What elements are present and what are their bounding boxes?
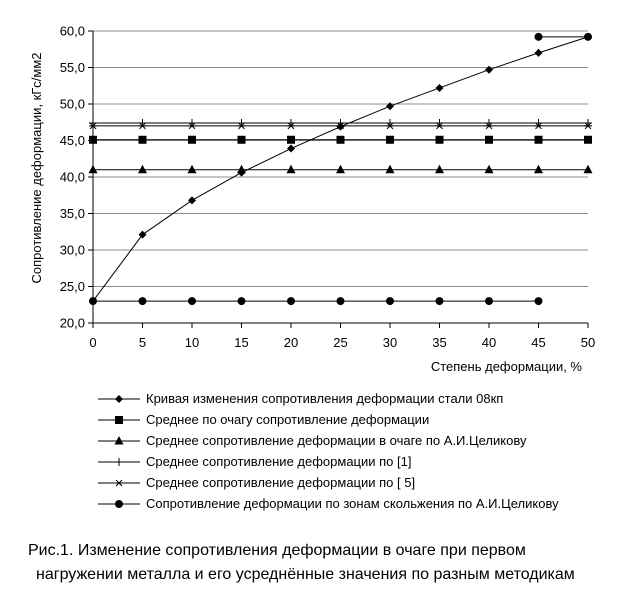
data-point [287,165,296,174]
data-point [485,165,494,174]
y-axis-label: Сопротивление деформации, кГс/мм2 [29,52,44,284]
y-tick-label: 55,0 [59,60,85,75]
data-point [337,136,345,144]
x-tick-label: 25 [333,335,348,350]
data-point [337,297,345,305]
legend-entry [98,472,638,493]
x-tick-label: 35 [432,335,447,350]
data-point [287,145,295,153]
legend [98,388,638,514]
x-tick-label: 0 [89,335,97,350]
legend-label: Среднее сопротивление деформации в очаге по А.И.Целикову [146,433,527,448]
y-tick-label: 25,0 [59,279,85,294]
series-3 [89,165,593,174]
axes [88,31,588,328]
data-point [139,136,147,144]
legend-entry [98,493,638,514]
legend-swatch [98,392,140,406]
legend-swatch [98,413,140,427]
legend-entry [98,430,638,451]
data-point [237,165,246,174]
data-point [115,500,123,508]
legend-label: Среднее сопротивление деформации по [1] [146,454,412,469]
data-point [436,297,444,305]
data-point [485,297,493,305]
x-tick-label: 5 [138,335,147,350]
legend-swatch [98,476,140,490]
series-2 [89,136,592,144]
legend-entry [98,388,638,409]
data-point [386,165,395,174]
data-point [188,136,196,144]
data-point [584,165,593,174]
legend-entry [98,409,638,430]
legend-label: Сопротивление деформации по зонам скольжения по А.И.Целикову [146,496,559,511]
data-point [386,297,394,305]
y-tick-label: 60,0 [59,23,85,39]
x-tick-label: 45 [531,335,546,350]
x-tick-label: 50 [580,335,596,350]
data-point [485,66,493,74]
legend-swatch [98,434,140,448]
caption-line-2: нагружении металла и его усреднённые значения по разным методикам [36,566,575,583]
x-tick-label: 15 [234,335,249,350]
data-point [386,136,394,144]
figure-caption [28,539,638,587]
data-point [287,297,295,305]
data-point [336,165,345,174]
legend-swatch [98,497,140,511]
data-point [534,165,543,174]
y-tick-label: 35,0 [59,206,85,221]
data-point [115,395,123,403]
x-tick-label: 20 [283,335,299,350]
data-point [485,136,493,144]
data-point [238,136,246,144]
data-point [188,165,197,174]
data-point [535,49,543,57]
y-tick-label: 40,0 [59,169,85,185]
x-axis-label: Степень деформации, % [430,359,582,374]
data-point [584,33,592,41]
x-tick-label: 10 [184,335,200,350]
data-point [435,165,444,174]
data-series [89,33,593,305]
data-point [436,84,444,92]
caption-line-1: Рис.1. Изменение сопротивления деформации в очаге при первом [28,542,526,559]
data-point [89,297,97,305]
legend-entry [98,451,638,472]
x-tick-label: 30 [382,335,398,350]
data-point [115,416,123,424]
data-point [386,102,394,110]
data-point [238,297,246,305]
data-point [436,136,444,144]
data-point [89,136,97,144]
data-point [535,297,543,305]
y-tick-label: 45,0 [59,133,85,148]
y-tick-label: 20,0 [59,315,85,331]
legend-swatch [98,455,140,469]
data-point [188,196,196,204]
y-tick-label: 50,0 [59,96,85,112]
data-point [584,136,592,144]
legend-label: Кривая изменения сопротивления деформации стали 08кп [146,391,504,406]
legend-label: Среднее по очагу сопротивление деформации [146,412,430,427]
data-point [535,136,543,144]
grid-lines [93,31,588,323]
data-point [89,165,98,174]
x-tick-label: 40 [481,335,497,350]
data-point [138,165,147,174]
data-point [115,480,123,486]
legend-label: Среднее сопротивление деформации по [ 5] [146,475,416,490]
data-point [139,297,147,305]
data-point [115,436,124,445]
data-point [287,136,295,144]
data-point [188,297,196,305]
data-point [535,33,543,41]
data-point [115,458,123,466]
y-tick-label: 30,0 [59,242,85,258]
data-point [139,231,147,239]
